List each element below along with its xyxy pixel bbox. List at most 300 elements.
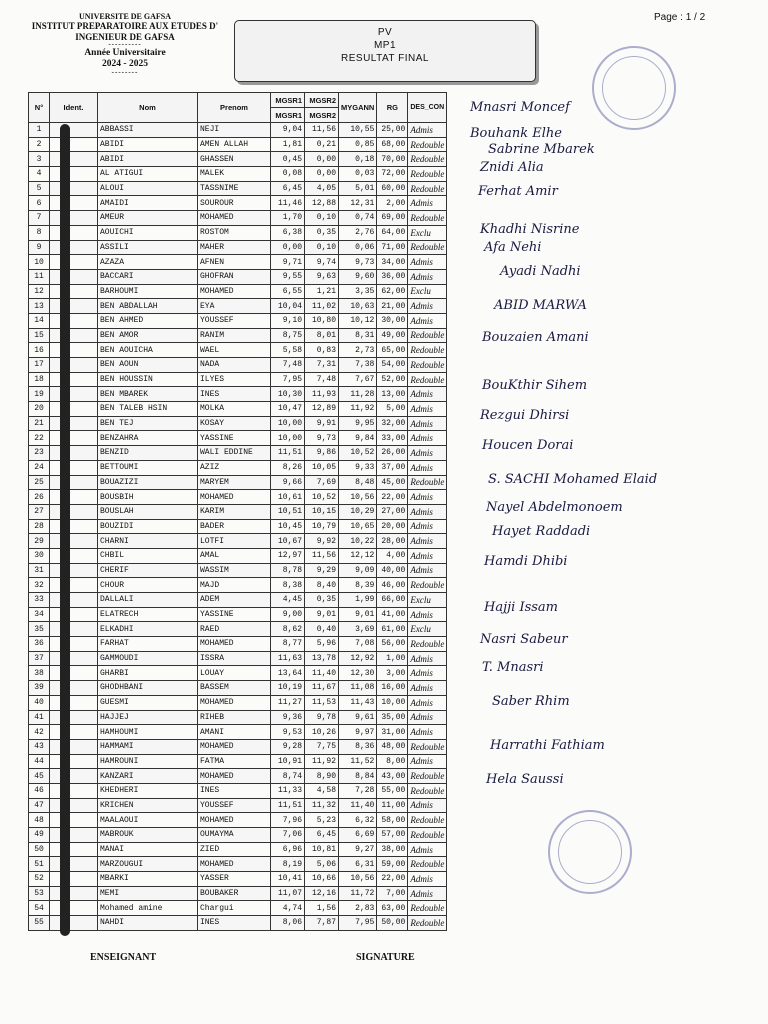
table-row — [29, 534, 447, 549]
row-nom: KRICHEN — [98, 798, 198, 813]
row-prenom: MOHAMED — [198, 739, 271, 754]
row-mgsr1: 8,06 — [271, 916, 305, 931]
title-class: MP1 — [373, 40, 397, 51]
row-mgsr1: 8,62 — [271, 622, 305, 637]
row-rank: 63,00 — [377, 901, 408, 916]
row-ident — [50, 504, 98, 519]
row-mgsr2: 8,40 — [305, 578, 339, 593]
row-ident — [50, 637, 98, 652]
row-mgsr2: 12,88 — [305, 196, 339, 211]
row-ident — [50, 725, 98, 740]
row-rank: 54,00 — [377, 358, 408, 373]
row-mgsr1: 11,33 — [271, 783, 305, 798]
row-mgsr1: 8,38 — [271, 578, 305, 593]
col-header-decision: DES_CON — [408, 93, 447, 123]
row-nom: MABROUK — [98, 828, 198, 843]
row-prenom: WAEL — [198, 343, 271, 358]
row-number: 24 — [29, 460, 50, 475]
row-mgsr2: 7,48 — [305, 372, 339, 387]
handwritten-signature: Hamdi Dhibi — [484, 554, 568, 569]
row-decision: Redouble — [408, 358, 447, 373]
row-number: 19 — [29, 387, 50, 402]
row-rank: 66,00 — [377, 593, 408, 608]
row-prenom: NEJI — [198, 123, 271, 138]
row-mgsr2: 9,86 — [305, 446, 339, 461]
row-decision: Admis — [408, 519, 447, 534]
row-number: 17 — [29, 358, 50, 373]
row-mgsr2: 4,05 — [305, 181, 339, 196]
row-nom: ABIDI — [98, 152, 198, 167]
row-prenom: MOHAMED — [198, 857, 271, 872]
row-rank: 13,00 — [377, 387, 408, 402]
row-nom: AOUICHI — [98, 225, 198, 240]
table-row — [29, 460, 447, 475]
row-mgsr1: 7,95 — [271, 372, 305, 387]
row-mgsr2: 7,75 — [305, 739, 339, 754]
row-nom: AMAIDI — [98, 196, 198, 211]
row-mgsr1: 11,27 — [271, 695, 305, 710]
row-number: 14 — [29, 313, 50, 328]
table-row — [29, 167, 447, 182]
row-rank: 59,00 — [377, 857, 408, 872]
row-nom: ELATRECH — [98, 607, 198, 622]
row-number: 36 — [29, 637, 50, 652]
row-ident — [50, 593, 98, 608]
row-number: 48 — [29, 813, 50, 828]
row-mgsr1: 6,38 — [271, 225, 305, 240]
row-number: 18 — [29, 372, 50, 387]
row-decision: Redouble — [408, 211, 447, 226]
row-number: 20 — [29, 402, 50, 417]
row-rank: 57,00 — [377, 828, 408, 843]
row-nom: BEN ABDALLAH — [98, 299, 198, 314]
row-rank: 16,00 — [377, 681, 408, 696]
handwritten-signature: BouKthir Sihem — [482, 378, 588, 393]
row-mygann: 10,63 — [339, 299, 377, 314]
row-mgsr1: 11,51 — [271, 446, 305, 461]
row-mgsr2: 12,89 — [305, 402, 339, 417]
row-prenom: OUMAYMA — [198, 828, 271, 843]
row-prenom: KARIM — [198, 504, 271, 519]
row-rank: 70,00 — [377, 152, 408, 167]
row-mygann: 10,22 — [339, 534, 377, 549]
row-prenom: INES — [198, 916, 271, 931]
row-mygann: 8,36 — [339, 739, 377, 754]
col-header-number: N° — [29, 93, 50, 123]
row-decision: Admis — [408, 548, 447, 563]
row-prenom: YASSINE — [198, 607, 271, 622]
row-rank: 48,00 — [377, 739, 408, 754]
row-mgsr2: 11,53 — [305, 695, 339, 710]
row-mgsr2: 0,10 — [305, 240, 339, 255]
row-prenom: YOUSSEF — [198, 313, 271, 328]
row-mgsr1: 4,45 — [271, 593, 305, 608]
table-row — [29, 519, 447, 534]
row-rank: 25,00 — [377, 123, 408, 138]
row-decision: Admis — [408, 431, 447, 446]
row-rank: 31,00 — [377, 725, 408, 740]
row-number: 33 — [29, 593, 50, 608]
row-mgsr1: 9,55 — [271, 269, 305, 284]
academic-year: 2024 - 2025 — [102, 59, 148, 70]
row-prenom: GHOFRAN — [198, 269, 271, 284]
col-header-mygann: MYGANN — [339, 93, 377, 123]
row-nom: MAALAOUI — [98, 813, 198, 828]
row-prenom: FATMA — [198, 754, 271, 769]
row-rank: 4,00 — [377, 548, 408, 563]
row-decision: Admis — [408, 490, 447, 505]
row-rank: 11,00 — [377, 798, 408, 813]
row-mgsr1: 8,26 — [271, 460, 305, 475]
row-rank: 26,00 — [377, 446, 408, 461]
row-mygann: 11,52 — [339, 754, 377, 769]
row-ident — [50, 196, 98, 211]
row-prenom: MOLKA — [198, 402, 271, 417]
page-number: Page : 1 / 2 — [654, 12, 706, 23]
row-mygann: 12,12 — [339, 548, 377, 563]
handwritten-signature: Sabrine Mbarek — [488, 142, 595, 157]
col-header-nom: Nom — [98, 93, 198, 123]
col-header-prenom: Prenom — [198, 93, 271, 123]
row-mgsr1: 11,63 — [271, 651, 305, 666]
row-rank: 28,00 — [377, 534, 408, 549]
row-decision: Redouble — [408, 916, 447, 931]
row-nom: GAMMOUDI — [98, 651, 198, 666]
row-nom: MEMI — [98, 886, 198, 901]
row-decision: Redouble — [408, 152, 447, 167]
row-rank: 21,00 — [377, 299, 408, 314]
row-number: 34 — [29, 607, 50, 622]
row-decision: Exclu — [408, 593, 447, 608]
row-mgsr2: 9,78 — [305, 710, 339, 725]
handwritten-signature: Hajji Issam — [484, 600, 558, 615]
row-mygann: 2,83 — [339, 901, 377, 916]
row-decision: Admis — [408, 123, 447, 138]
row-number: 40 — [29, 695, 50, 710]
row-prenom: RIHEB — [198, 710, 271, 725]
row-prenom: MAJD — [198, 578, 271, 593]
row-ident — [50, 842, 98, 857]
row-prenom: MOHAMED — [198, 637, 271, 652]
table-row — [29, 269, 447, 284]
row-mgsr1: 10,04 — [271, 299, 305, 314]
row-decision: Redouble — [408, 343, 447, 358]
row-mygann: 7,28 — [339, 783, 377, 798]
row-mygann: 9,60 — [339, 269, 377, 284]
row-number: 43 — [29, 739, 50, 754]
row-decision: Admis — [408, 446, 447, 461]
row-mgsr1: 10,61 — [271, 490, 305, 505]
row-mygann: 3,69 — [339, 622, 377, 637]
table-row — [29, 255, 447, 270]
row-ident — [50, 666, 98, 681]
row-rank: 62,00 — [377, 284, 408, 299]
row-decision: Redouble — [408, 783, 447, 798]
row-rank: 43,00 — [377, 769, 408, 784]
row-number: 9 — [29, 240, 50, 255]
row-mygann: 10,65 — [339, 519, 377, 534]
row-decision: Admis — [408, 886, 447, 901]
official-stamp-bottom — [548, 810, 632, 894]
row-mgsr1: 8,78 — [271, 563, 305, 578]
row-ident — [50, 519, 98, 534]
row-decision: Redouble — [408, 328, 447, 343]
row-number: 11 — [29, 269, 50, 284]
row-ident — [50, 211, 98, 226]
row-ident — [50, 123, 98, 138]
row-prenom: ISSRA — [198, 651, 271, 666]
row-mgsr1: 10,45 — [271, 519, 305, 534]
table-row — [29, 813, 447, 828]
row-rank: 65,00 — [377, 343, 408, 358]
row-ident — [50, 181, 98, 196]
redaction-bar — [60, 124, 70, 936]
row-mgsr1: 11,51 — [271, 798, 305, 813]
row-decision: Admis — [408, 725, 447, 740]
row-number: 45 — [29, 769, 50, 784]
row-ident — [50, 402, 98, 417]
row-number: 10 — [29, 255, 50, 270]
row-decision: Exclu — [408, 225, 447, 240]
row-mygann: 9,27 — [339, 842, 377, 857]
row-nom: HAMROUNI — [98, 754, 198, 769]
row-rank: 68,00 — [377, 137, 408, 152]
row-number: 41 — [29, 710, 50, 725]
row-decision: Admis — [408, 666, 447, 681]
row-rank: 64,00 — [377, 225, 408, 240]
row-mygann: 0,18 — [339, 152, 377, 167]
row-mgsr1: 11,46 — [271, 196, 305, 211]
row-number: 8 — [29, 225, 50, 240]
table-row — [29, 548, 447, 563]
table-row — [29, 284, 447, 299]
row-prenom: NADA — [198, 358, 271, 373]
row-rank: 58,00 — [377, 813, 408, 828]
table-row — [29, 123, 447, 138]
row-mgsr2: 11,67 — [305, 681, 339, 696]
row-number: 46 — [29, 783, 50, 798]
row-decision: Redouble — [408, 813, 447, 828]
row-nom: CHBIL — [98, 548, 198, 563]
row-decision: Redouble — [408, 637, 447, 652]
row-mgsr1: 10,41 — [271, 872, 305, 887]
table-row — [29, 783, 447, 798]
table-row — [29, 240, 447, 255]
row-mgsr2: 8,90 — [305, 769, 339, 784]
handwritten-signature: Bouzaien Amani — [482, 330, 589, 345]
row-prenom: YOUSSEF — [198, 798, 271, 813]
row-mgsr2: 0,00 — [305, 167, 339, 182]
table-row — [29, 593, 447, 608]
table-row — [29, 901, 447, 916]
row-prenom: ROSTOM — [198, 225, 271, 240]
row-ident — [50, 313, 98, 328]
row-mgsr1: 10,00 — [271, 416, 305, 431]
row-mygann: 6,32 — [339, 813, 377, 828]
col-header-mgsr1-top: MGSR1 — [271, 93, 305, 108]
row-mgsr2: 9,63 — [305, 269, 339, 284]
row-decision: Admis — [408, 299, 447, 314]
row-decision: Admis — [408, 872, 447, 887]
row-mgsr1: 0,08 — [271, 167, 305, 182]
row-prenom: KOSAY — [198, 416, 271, 431]
row-rank: 52,00 — [377, 372, 408, 387]
row-ident — [50, 754, 98, 769]
row-ident — [50, 783, 98, 798]
row-mygann: 9,95 — [339, 416, 377, 431]
row-decision: Redouble — [408, 372, 447, 387]
table-row — [29, 402, 447, 417]
table-row — [29, 916, 447, 931]
title-result: RESULTAT FINAL — [341, 53, 429, 64]
row-prenom: MOHAMED — [198, 284, 271, 299]
table-row — [29, 666, 447, 681]
row-decision: Admis — [408, 460, 447, 475]
row-prenom: WASSIM — [198, 563, 271, 578]
row-rank: 1,00 — [377, 651, 408, 666]
row-rank: 50,00 — [377, 916, 408, 931]
row-prenom: SOUROUR — [198, 196, 271, 211]
row-decision: Admis — [408, 710, 447, 725]
row-number: 15 — [29, 328, 50, 343]
row-ident — [50, 739, 98, 754]
row-prenom: INES — [198, 783, 271, 798]
row-ident — [50, 901, 98, 916]
row-mgsr2: 0,10 — [305, 211, 339, 226]
row-mgsr2: 0,35 — [305, 593, 339, 608]
row-ident — [50, 137, 98, 152]
table-row — [29, 196, 447, 211]
handwritten-signature: Ayadi Nadhi — [500, 264, 581, 279]
row-mgsr2: 0,21 — [305, 137, 339, 152]
row-nom: BETTOUMI — [98, 460, 198, 475]
table-header-row-1 — [29, 93, 447, 108]
row-mgsr1: 10,51 — [271, 504, 305, 519]
row-number: 26 — [29, 490, 50, 505]
row-number: 49 — [29, 828, 50, 843]
table-row — [29, 710, 447, 725]
col-header-mgsr2-bottom: MGSR2 — [305, 108, 339, 123]
row-number: 3 — [29, 152, 50, 167]
table-row — [29, 372, 447, 387]
row-mygann: 8,48 — [339, 475, 377, 490]
row-nom: MARZOUGUI — [98, 857, 198, 872]
row-ident — [50, 798, 98, 813]
handwritten-signature: Ferhat Amir — [478, 184, 558, 199]
footer-enseignant: ENSEIGNANT — [90, 952, 157, 963]
row-mgsr2: 6,45 — [305, 828, 339, 843]
row-prenom: TASSNIME — [198, 181, 271, 196]
row-number: 1 — [29, 123, 50, 138]
row-rank: 20,00 — [377, 519, 408, 534]
row-decision: Admis — [408, 534, 447, 549]
row-mygann: 9,73 — [339, 255, 377, 270]
row-nom: BEN TALEB HSIN — [98, 402, 198, 417]
row-mgsr1: 6,45 — [271, 181, 305, 196]
row-mygann: 10,56 — [339, 490, 377, 505]
col-header-ident: Ident. — [50, 93, 98, 123]
row-ident — [50, 695, 98, 710]
row-mgsr2: 10,80 — [305, 313, 339, 328]
row-nom: AZAZA — [98, 255, 198, 270]
table-row — [29, 152, 447, 167]
table-row — [29, 358, 447, 373]
row-nom: HAMHOUMI — [98, 725, 198, 740]
row-decision: Admis — [408, 196, 447, 211]
row-ident — [50, 240, 98, 255]
row-mgsr1: 8,74 — [271, 769, 305, 784]
row-nom: BEN TEJ — [98, 416, 198, 431]
row-mgsr1: 1,70 — [271, 211, 305, 226]
row-mgsr2: 13,78 — [305, 651, 339, 666]
row-mygann: 7,95 — [339, 916, 377, 931]
row-ident — [50, 534, 98, 549]
row-number: 28 — [29, 519, 50, 534]
row-nom: DALLALI — [98, 593, 198, 608]
row-decision: Redouble — [408, 769, 447, 784]
table-row — [29, 578, 447, 593]
row-nom: BOUSLAH — [98, 504, 198, 519]
row-mygann: 6,69 — [339, 828, 377, 843]
row-mygann: 9,33 — [339, 460, 377, 475]
row-decision: Redouble — [408, 475, 447, 490]
row-decision: Admis — [408, 402, 447, 417]
row-prenom: LOTFI — [198, 534, 271, 549]
row-ident — [50, 460, 98, 475]
row-mygann: 9,97 — [339, 725, 377, 740]
row-ident — [50, 828, 98, 843]
row-decision: Redouble — [408, 901, 447, 916]
row-ident — [50, 710, 98, 725]
row-mygann: 8,84 — [339, 769, 377, 784]
row-nom: BEN HOUSSIN — [98, 372, 198, 387]
row-nom: MBARKI — [98, 872, 198, 887]
row-rank: 3,00 — [377, 666, 408, 681]
row-nom: BARHOUMI — [98, 284, 198, 299]
row-mygann: 10,52 — [339, 446, 377, 461]
row-decision: Exclu — [408, 622, 447, 637]
row-rank: 33,00 — [377, 431, 408, 446]
row-mygann: 12,30 — [339, 666, 377, 681]
row-mgsr1: 5,58 — [271, 343, 305, 358]
header-separator: ---------- — [108, 39, 142, 48]
row-ident — [50, 328, 98, 343]
row-decision: Admis — [408, 798, 447, 813]
row-ident — [50, 416, 98, 431]
row-mgsr2: 9,29 — [305, 563, 339, 578]
row-mgsr1: 8,19 — [271, 857, 305, 872]
row-nom: BOUSBIH — [98, 490, 198, 505]
table-row — [29, 343, 447, 358]
results-table — [28, 92, 447, 931]
row-mgsr1: 6,96 — [271, 842, 305, 857]
row-mygann: 0,74 — [339, 211, 377, 226]
row-mgsr2: 7,69 — [305, 475, 339, 490]
table-row — [29, 563, 447, 578]
table-row — [29, 872, 447, 887]
row-mygann: 7,67 — [339, 372, 377, 387]
row-mgsr1: 9,53 — [271, 725, 305, 740]
row-mgsr1: 9,66 — [271, 475, 305, 490]
row-rank: 61,00 — [377, 622, 408, 637]
row-ident — [50, 372, 98, 387]
row-mgsr1: 9,10 — [271, 313, 305, 328]
row-ident — [50, 358, 98, 373]
row-mgsr1: 9,00 — [271, 607, 305, 622]
handwritten-signature: Nayel Abdelmonoem — [486, 500, 623, 515]
row-mygann: 2,76 — [339, 225, 377, 240]
table-row — [29, 798, 447, 813]
